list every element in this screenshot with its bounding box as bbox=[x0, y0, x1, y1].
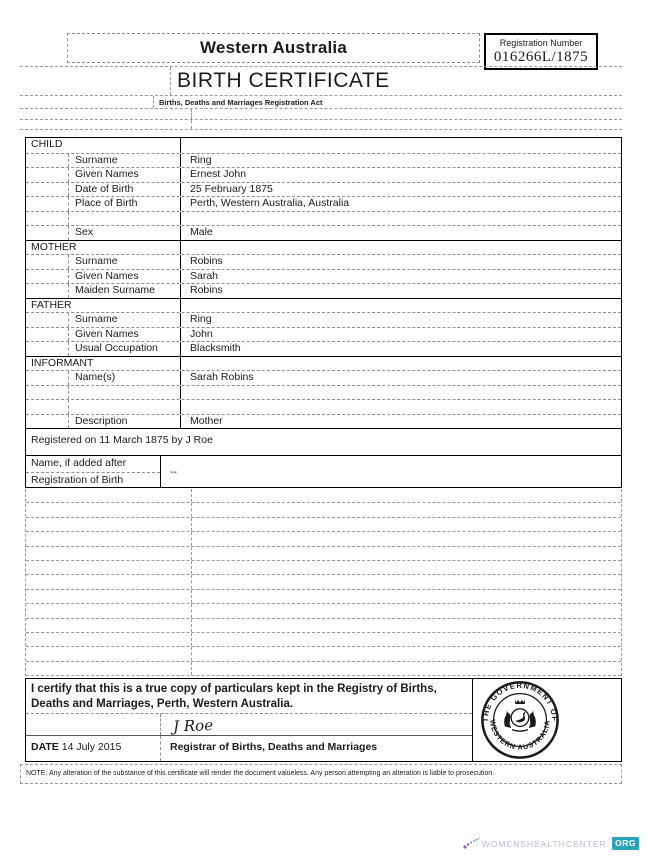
field-label: FATHER bbox=[31, 298, 72, 311]
table-row bbox=[26, 283, 621, 298]
indent-cell bbox=[26, 342, 69, 356]
table-row bbox=[26, 327, 621, 342]
indent-cell bbox=[26, 226, 69, 240]
table-row bbox=[26, 211, 621, 226]
registration-number-label: Registration Number bbox=[499, 38, 583, 48]
row-label-cell bbox=[26, 415, 181, 429]
indent-cell bbox=[26, 255, 69, 269]
field-label bbox=[69, 386, 75, 400]
act-subtitle: Births, Deaths and Marriages Registration Act bbox=[159, 97, 323, 107]
table-row bbox=[26, 182, 621, 197]
footer-brand bbox=[462, 837, 639, 850]
indent-cell bbox=[26, 154, 69, 168]
signature-row bbox=[26, 714, 472, 736]
row-label-cell bbox=[26, 168, 181, 182]
field-label: Sex bbox=[75, 226, 94, 238]
field-value: Male bbox=[190, 226, 213, 238]
row-label-cell bbox=[26, 284, 181, 298]
table-row bbox=[26, 356, 621, 371]
indent-cell bbox=[26, 270, 69, 284]
row-label-cell bbox=[26, 226, 181, 240]
blank-grid bbox=[25, 489, 622, 676]
field-value bbox=[181, 299, 621, 313]
alteration-note: NOTE: Any alteration of the substance of this certificate will render the document valueless. Any person attempting an alteration is liable to prosecution. bbox=[20, 764, 622, 784]
date-label: DATE bbox=[31, 741, 59, 753]
brand-name: WOMENSHEALTHCENTER. bbox=[481, 838, 611, 849]
registrar-title: Registrar of Births, Deaths and Marriages bbox=[170, 741, 378, 753]
table-row bbox=[26, 138, 621, 153]
field-value: Robins bbox=[190, 284, 223, 296]
field-label: Surname bbox=[75, 313, 118, 325]
field-label: Usual Occupation bbox=[75, 342, 158, 354]
field-label: MOTHER bbox=[31, 240, 77, 253]
field-label: Given Names bbox=[75, 168, 139, 180]
blank-grid-row bbox=[26, 633, 621, 647]
title-block bbox=[20, 66, 622, 130]
row-label-cell bbox=[26, 154, 181, 168]
table-row bbox=[26, 153, 621, 168]
table-row bbox=[26, 370, 621, 385]
table-row bbox=[26, 414, 621, 429]
field-label: Given Names bbox=[75, 327, 139, 340]
field-value bbox=[181, 386, 621, 400]
field-value bbox=[181, 357, 621, 371]
blank-grid-row bbox=[26, 662, 621, 676]
indent-cell bbox=[26, 284, 69, 298]
indent-cell bbox=[26, 212, 69, 226]
field-label: Name(s) bbox=[75, 371, 116, 383]
blank-grid-row bbox=[26, 647, 621, 661]
field-label: Given Names bbox=[75, 269, 139, 282]
blank-grid-row bbox=[26, 503, 621, 517]
registrar-signature: J Roe bbox=[172, 716, 214, 736]
indent-cell bbox=[26, 386, 69, 400]
row-label-cell bbox=[26, 138, 181, 153]
row-label-cell bbox=[26, 313, 181, 327]
page-title: BIRTH CERTIFICATE bbox=[177, 69, 390, 92]
indent-cell bbox=[26, 328, 69, 342]
field-value bbox=[181, 241, 621, 255]
field-value: John bbox=[190, 327, 213, 340]
certify-statement-line2: Deaths and Marriages, Perth, Western Australia. bbox=[31, 697, 294, 710]
row-label-cell bbox=[26, 255, 181, 269]
blank-header-row bbox=[20, 119, 622, 130]
indent-cell bbox=[26, 313, 69, 327]
date-cell bbox=[26, 736, 161, 761]
row-label-cell bbox=[26, 357, 181, 371]
name-added-row bbox=[26, 455, 621, 487]
table-row bbox=[26, 385, 621, 400]
seal-cell bbox=[472, 679, 621, 761]
date-row bbox=[26, 736, 472, 761]
blank-grid-row bbox=[26, 604, 621, 618]
table-row bbox=[26, 240, 621, 255]
field-label: Place of Birth bbox=[75, 197, 138, 209]
row-label-cell bbox=[26, 212, 181, 226]
registration-number-box bbox=[484, 33, 598, 70]
table-row bbox=[26, 341, 621, 356]
blank-grid-row bbox=[26, 489, 621, 503]
field-value bbox=[181, 138, 621, 153]
date-value: 14 July 2015 bbox=[61, 741, 122, 753]
row-label-cell bbox=[26, 386, 181, 400]
table-row bbox=[26, 269, 621, 284]
blank-grid-row bbox=[26, 561, 621, 575]
table-row bbox=[26, 196, 621, 211]
blank-grid-row bbox=[26, 575, 621, 589]
registered-statement: Registered on 11 March 1875 by J Roe bbox=[26, 428, 621, 455]
name-added-label-line1: Name, if added after bbox=[31, 457, 127, 469]
row-label-cell bbox=[26, 241, 181, 255]
indent-cell bbox=[26, 183, 69, 197]
table-row bbox=[26, 298, 621, 313]
field-label: Surname bbox=[75, 153, 118, 166]
indent-cell bbox=[26, 197, 69, 211]
row-label-cell bbox=[26, 371, 181, 385]
row-label-cell bbox=[26, 400, 181, 414]
field-label: Surname bbox=[75, 255, 118, 267]
dots-logo-icon bbox=[462, 837, 480, 850]
indent-cell bbox=[26, 371, 69, 385]
registration-number-value: 016266L/1875 bbox=[493, 49, 589, 65]
field-value: Blacksmith bbox=[190, 342, 241, 354]
name-added-value: -- bbox=[170, 465, 177, 478]
name-added-label-cell bbox=[26, 456, 161, 487]
field-label: Maiden Surname bbox=[75, 284, 155, 296]
wa-government-seal-icon bbox=[480, 680, 560, 760]
region-title: Western Australia bbox=[199, 38, 347, 57]
field-value: Sarah bbox=[190, 269, 219, 282]
blank-grid-row bbox=[26, 532, 621, 546]
blank-grid-row bbox=[26, 590, 621, 604]
table-row bbox=[26, 225, 621, 240]
title-left-spacer bbox=[20, 67, 171, 95]
particulars-table bbox=[25, 137, 622, 488]
blank-grid-row bbox=[26, 619, 621, 633]
indent-cell bbox=[26, 400, 69, 414]
row-label-cell bbox=[26, 328, 181, 342]
field-label bbox=[69, 212, 75, 226]
svg-text:WESTERN AUSTRALIA: WESTERN AUSTRALIA bbox=[488, 719, 552, 752]
svg-text:THE GOVERNMENT OF: THE GOVERNMENT OF bbox=[480, 680, 560, 723]
field-value: Robins bbox=[190, 255, 223, 267]
field-label: INFORMANT bbox=[31, 356, 94, 369]
field-value: Ring bbox=[190, 153, 212, 166]
field-label: Date of Birth bbox=[75, 182, 134, 195]
name-added-label-line2: Registration of Birth bbox=[26, 472, 160, 488]
row-label-cell bbox=[26, 342, 181, 356]
indent-cell bbox=[26, 415, 69, 429]
signature-spacer bbox=[26, 714, 161, 735]
certification-box bbox=[25, 678, 622, 762]
act-left-spacer bbox=[20, 96, 154, 108]
row-label-cell bbox=[26, 270, 181, 284]
field-label bbox=[69, 400, 75, 414]
certify-statement-line1: I certify that this is a true copy of particulars kept in the Registry of Births, bbox=[31, 683, 437, 695]
field-value bbox=[181, 212, 621, 226]
blank-header-row bbox=[20, 108, 622, 119]
table-row bbox=[26, 399, 621, 414]
field-value: Ernest John bbox=[190, 168, 247, 180]
region-header bbox=[67, 33, 480, 63]
table-row bbox=[26, 312, 621, 327]
field-value: Sarah Robins bbox=[190, 371, 254, 383]
row-label-cell bbox=[26, 299, 181, 313]
blank-grid-row bbox=[26, 547, 621, 561]
field-value: 25 February 1875 bbox=[190, 182, 273, 195]
field-value: Mother bbox=[190, 414, 223, 427]
certify-statement bbox=[26, 679, 472, 714]
field-value: Perth, Western Australia, Australia bbox=[190, 197, 350, 209]
indent-cell bbox=[26, 168, 69, 182]
field-value: Ring bbox=[190, 313, 212, 325]
table-row bbox=[26, 254, 621, 269]
blank-grid-row bbox=[26, 518, 621, 532]
table-row bbox=[26, 167, 621, 182]
row-label-cell bbox=[26, 197, 181, 211]
row-label-cell bbox=[26, 183, 181, 197]
field-label: CHILD bbox=[31, 138, 63, 150]
field-label: Description bbox=[75, 414, 128, 427]
brand-tld-badge: ORG bbox=[612, 837, 639, 850]
field-value bbox=[181, 400, 621, 414]
